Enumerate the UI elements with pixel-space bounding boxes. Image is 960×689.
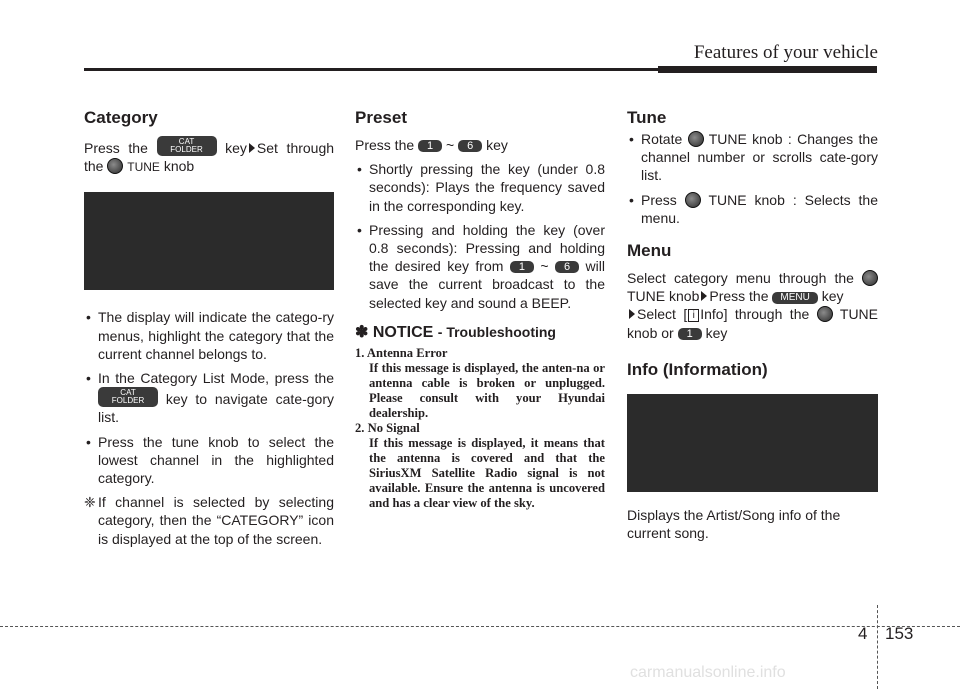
preset-bullets [355,160,605,312]
category-bullet-1: • The display will indicate the catego-ry menus, highlight the category that the current channel belongs to. [84,308,334,363]
menu-text: Select category menu through the TUNE knob Press the MENU key Select [ i Info] through the TUNE knob or 1 key [627,270,879,341]
category-bullets [84,308,334,487]
category-intro-c: Set through the [84,140,335,175]
preset-bullet-1: • Shortly pressing the key (under 0.8 seconds): Plays the frequency saved in the corresponding key. [355,160,605,215]
notice-item-1-text: If this message is displayed, the anten-na or antenna cable is broken or unplugged. Please consult with your Hyundai dealership. [369,360,605,420]
arrow-right-icon [701,291,707,301]
preset-1-key-icon: 1 [418,140,442,152]
info-screen-image [627,394,878,492]
header-rule-accent [658,66,877,73]
footer-divider [877,605,878,689]
knob-icon [685,192,701,208]
watermark: carmanualsonline.info [630,664,786,681]
cat-folder-key-icon: CAT FOLDER [98,387,158,407]
menu-heading: Menu [627,241,672,261]
notice-mark-icon: ✽ [355,323,369,341]
notice-item-1-title: 1. Antenna Error [355,345,448,360]
tune-heading: Tune [627,108,667,127]
preset-line: Press the 1 ~ 6 key [355,137,508,153]
note-mark-icon: ❈ [84,494,96,511]
knob-icon [107,158,123,174]
cat-folder-key-icon: CAT FOLDER [157,136,217,156]
category-note: ❈ If channel is selected by selecting category, then the “CATEGORY” icon is displayed at the top of the screen. [84,494,334,547]
chapter-number: 4 [858,624,868,643]
tune-label: TUNE [127,160,160,175]
preset-bullet-2: • Pressing and holding the key (over 0.8 seconds): Pressing and holding the desired key from 1 ~ 6 will save the current broadcast to the selected key and sound a BEEP. [355,221,605,312]
knob-icon [862,270,878,286]
tune-bullets [627,130,878,227]
knob-icon [817,306,833,322]
section-title: Features of your vehicle [693,42,878,63]
category-intro-d: knob [163,158,195,175]
category-intro-b: key [225,140,247,156]
notice-list [355,346,605,511]
column-preset [355,108,605,511]
category-intro-a: Press the [84,140,148,156]
notice-heading: ✽ NOTICE - Troubleshooting [355,323,556,341]
category-bullet-2: • In the Category List Mode, press the CAT FOLDER key to navigate cate-gory list. [84,369,334,427]
tune-bullet-2: • Press TUNE knob : Selects the menu. [627,191,878,227]
preset-heading: Preset [355,108,407,127]
footer-rule [0,626,960,627]
category-heading: Category [84,108,158,127]
arrow-right-icon [249,143,255,153]
menu-key-icon: MENU [772,292,817,304]
preset-6-key-icon: 6 [458,140,482,152]
column-tune-menu-info [627,108,878,542]
preset-1-key-icon: 1 [510,261,534,273]
column-category [84,108,334,548]
info-text: Displays the Artist/Song info of the current song. [627,506,841,542]
info-icon: i [688,309,699,322]
category-bullet-3: • Press the tune knob to select the lowest channel in the highlighted category. [84,433,334,488]
info-heading: Info (Information) [627,359,768,379]
notice-item-2-title: 2. No Signal [355,420,420,435]
arrow-right-icon [629,309,635,319]
category-screen-image [84,192,334,290]
notice-item-2-text: If this message is displayed, it means that the antenna is covered and that the SiriusXM Satellite Radio signal is not available. Ensure the antenna is uncovered and has a clear view of the sky. [369,435,605,510]
preset-6-key-icon: 6 [555,261,579,273]
knob-icon [688,131,704,147]
page-number: 153 [885,624,914,643]
tune-bullet-1: • Rotate TUNE knob : Changes the channel number or scrolls cate-gory list. [627,130,878,185]
preset-1-key-icon: 1 [678,328,702,340]
category-intro [84,136,334,176]
